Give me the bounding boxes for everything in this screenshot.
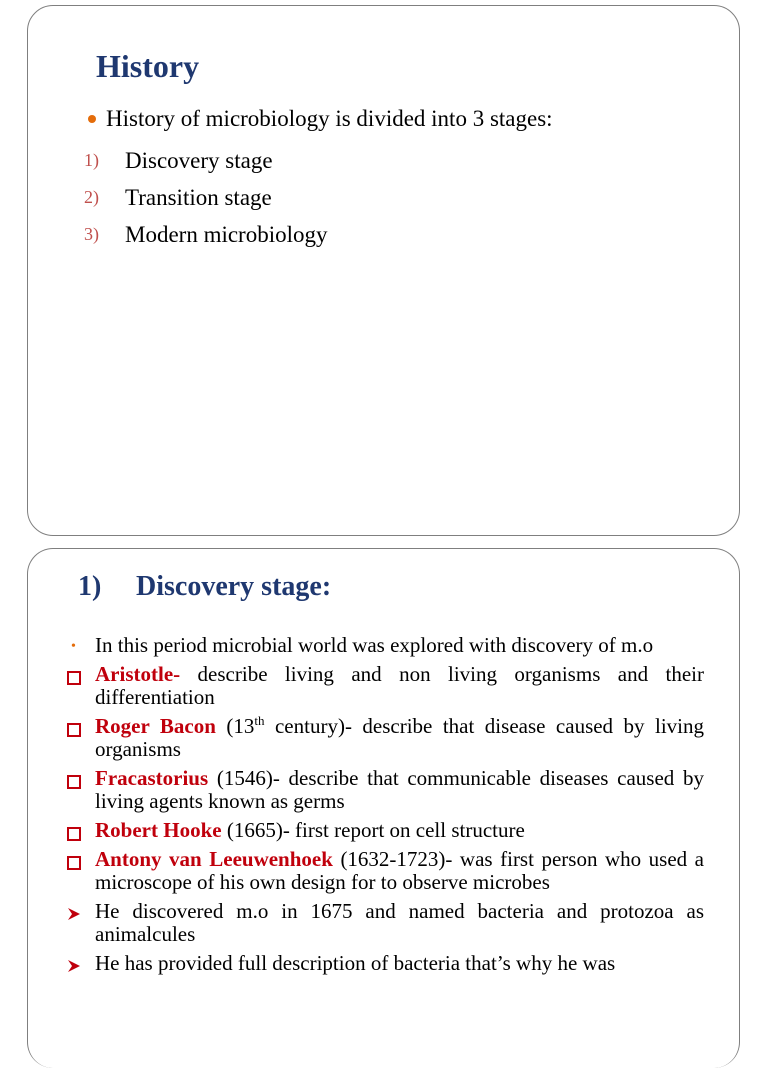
hollow-square-bullet-icon bbox=[67, 827, 81, 841]
stage-number: 1) bbox=[84, 150, 99, 170]
item-description: (1665)- first report on cell structure bbox=[221, 818, 525, 842]
item-text bbox=[95, 715, 704, 761]
person-name: Fracastorius bbox=[95, 766, 209, 790]
list-item bbox=[52, 952, 704, 975]
item-description: (1632-1723)- was first person who used a microscope of his own design for to observe microbes bbox=[95, 847, 704, 894]
item-text bbox=[95, 848, 704, 894]
item-description: century)- describe that disease caused by living organisms bbox=[95, 714, 705, 761]
title-text: Discovery stage: bbox=[136, 571, 332, 602]
stages-list bbox=[84, 142, 328, 253]
slide-discovery-stage bbox=[27, 548, 740, 1068]
item-description: (1546)- describe that communicable diseases caused by living agents known as germs bbox=[95, 766, 704, 813]
stage-number: 3) bbox=[84, 224, 99, 244]
list-item bbox=[52, 715, 704, 761]
arrowhead-bullet-icon bbox=[67, 907, 81, 921]
stage-item bbox=[84, 142, 328, 179]
person-name: Antony van Leeuwenhoek bbox=[95, 847, 333, 871]
stage-text: Discovery stage bbox=[125, 147, 273, 173]
title-number: 1) bbox=[78, 571, 102, 602]
stage-item bbox=[84, 179, 328, 216]
list-item bbox=[52, 900, 704, 946]
round-dot-bullet-icon: • bbox=[71, 639, 76, 654]
hollow-square-bullet-icon bbox=[67, 856, 81, 870]
list-item bbox=[52, 767, 704, 813]
person-name: Robert Hooke bbox=[95, 818, 222, 842]
stage-number: 2) bbox=[84, 187, 99, 207]
hollow-square-bullet-icon bbox=[67, 723, 81, 737]
list-item bbox=[52, 819, 704, 842]
item-text bbox=[95, 819, 704, 842]
list-item bbox=[52, 848, 704, 894]
round-dot-bullet-icon bbox=[88, 115, 96, 123]
slide-title bbox=[78, 571, 331, 603]
discovery-list bbox=[52, 634, 704, 981]
hollow-square-bullet-icon bbox=[67, 671, 81, 685]
stage-text: Modern microbiology bbox=[125, 221, 328, 247]
item-text: He discovered m.o in 1675 and named bacteria and protozoa as animalcules bbox=[95, 899, 704, 946]
list-item bbox=[52, 663, 704, 709]
slide-history bbox=[27, 5, 740, 536]
item-description: (13 bbox=[215, 714, 255, 738]
arrowhead-bullet-icon bbox=[67, 959, 81, 973]
slide-title: History bbox=[96, 48, 200, 84]
stage-text: Transition stage bbox=[125, 184, 272, 210]
item-text: In this period microbial world was explored with discovery of m.o bbox=[95, 633, 654, 657]
item-description: describe living and non living organisms and their differentiation bbox=[95, 662, 704, 709]
item-text: He has provided full description of bacteria that’s why he was bbox=[95, 951, 616, 975]
superscript: th bbox=[254, 713, 265, 728]
list-item bbox=[52, 634, 704, 657]
person-name: Roger Bacon bbox=[95, 714, 216, 738]
intro-text: History of microbiology is divided into 3 stages: bbox=[106, 106, 553, 131]
hollow-square-bullet-icon bbox=[67, 775, 81, 789]
item-text bbox=[95, 663, 704, 709]
item-text bbox=[95, 767, 704, 813]
person-name: Aristotle- bbox=[95, 662, 181, 686]
stage-item bbox=[84, 216, 328, 253]
intro-bullet bbox=[88, 106, 553, 132]
